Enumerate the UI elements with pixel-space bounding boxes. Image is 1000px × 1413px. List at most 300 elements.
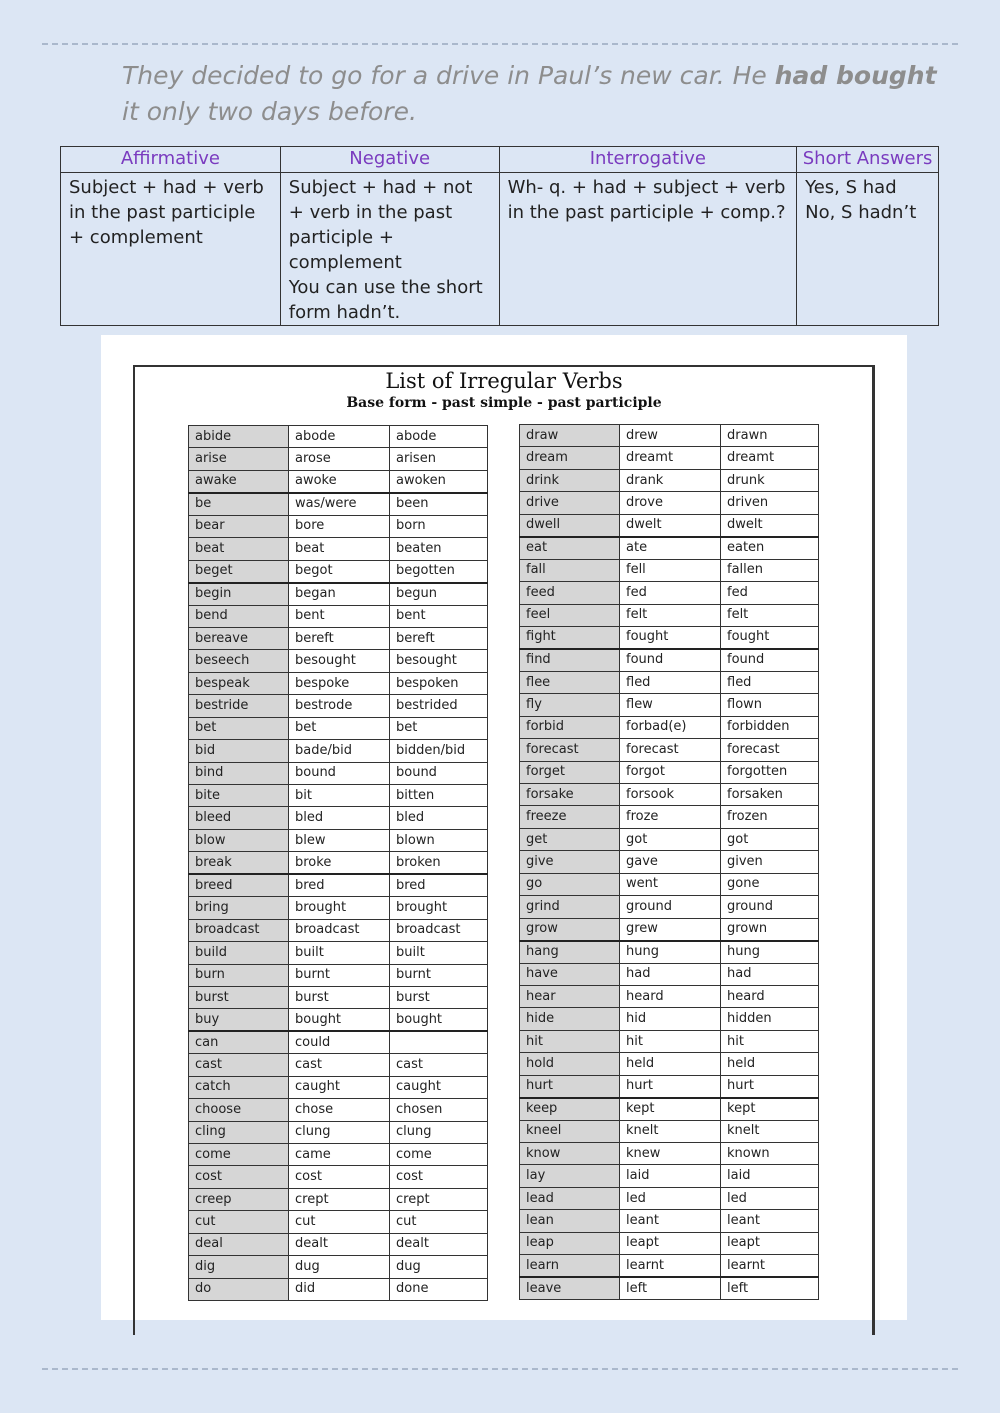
- verb-row: [520, 1165, 819, 1187]
- verb-row: [189, 874, 488, 896]
- verb-row: [189, 942, 488, 964]
- verb-row: [189, 897, 488, 919]
- irregular-verbs-scan: [101, 335, 907, 1320]
- verb-participle-cell: burst: [390, 986, 488, 1008]
- example-text-before: They decided to go for a drive in Paul’s new car. He: [122, 61, 775, 90]
- verb-base-cell: bereave: [189, 627, 289, 649]
- verb-base-cell: bend: [189, 605, 289, 627]
- verb-participle-cell: blown: [390, 829, 488, 851]
- verb-participle-cell: bespoken: [390, 672, 488, 694]
- verb-participle-cell: knelt: [721, 1120, 819, 1142]
- verb-past-cell: cut: [289, 1211, 390, 1233]
- verb-row: [189, 650, 488, 672]
- verb-base-cell: forecast: [520, 739, 620, 761]
- verb-row: [189, 829, 488, 851]
- verb-participle-cell: ground: [721, 896, 819, 918]
- verb-row: [520, 1030, 819, 1052]
- verb-base-cell: burst: [189, 986, 289, 1008]
- verb-row: [520, 761, 819, 783]
- verb-past-cell: bet: [289, 717, 390, 739]
- verb-past-cell: broke: [289, 852, 390, 874]
- verb-row: [520, 963, 819, 985]
- verb-past-cell: knelt: [620, 1120, 721, 1142]
- verb-past-cell: came: [289, 1144, 390, 1166]
- verb-table-right: [519, 424, 819, 1300]
- verb-row: [520, 582, 819, 604]
- verb-base-cell: fall: [520, 559, 620, 581]
- verb-past-cell: had: [620, 963, 721, 985]
- verb-base-cell: keep: [520, 1098, 620, 1120]
- verb-row: [189, 470, 488, 492]
- verb-past-cell: laid: [620, 1165, 721, 1187]
- verb-base-cell: dig: [189, 1256, 289, 1278]
- verb-base-cell: bind: [189, 762, 289, 784]
- verb-base-cell: bear: [189, 515, 289, 537]
- verb-participle-cell: leapt: [721, 1232, 819, 1254]
- verb-past-cell: built: [289, 942, 390, 964]
- verb-past-cell: held: [620, 1053, 721, 1075]
- verb-past-cell: could: [289, 1031, 390, 1053]
- verb-participle-cell: begun: [390, 583, 488, 605]
- verb-base-cell: can: [189, 1031, 289, 1053]
- verb-past-cell: drank: [620, 469, 721, 491]
- verb-base-cell: know: [520, 1143, 620, 1165]
- example-highlight: had bought: [774, 61, 937, 90]
- verb-past-cell: bled: [289, 807, 390, 829]
- verb-base-cell: bid: [189, 740, 289, 762]
- verb-base-cell: kneel: [520, 1120, 620, 1142]
- verb-participle-cell: led: [721, 1187, 819, 1209]
- verb-participle-cell: got: [721, 828, 819, 850]
- verb-past-cell: bent: [289, 605, 390, 627]
- verb-row: [520, 1075, 819, 1097]
- verb-base-cell: abide: [189, 426, 289, 448]
- verb-participle-cell: driven: [721, 492, 819, 514]
- verb-row: [520, 1120, 819, 1142]
- verb-row: [189, 1031, 488, 1053]
- verb-past-cell: felt: [620, 604, 721, 626]
- verb-participle-cell: arisen: [390, 448, 488, 470]
- verb-row: [189, 560, 488, 582]
- verb-base-cell: bleed: [189, 807, 289, 829]
- verb-row: [520, 1053, 819, 1075]
- verb-participle-cell: dealt: [390, 1233, 488, 1255]
- verb-past-cell: awoke: [289, 470, 390, 492]
- verb-past-cell: caught: [289, 1076, 390, 1098]
- verb-base-cell: flee: [520, 671, 620, 693]
- header-negative: Negative: [280, 147, 499, 173]
- verb-row: [520, 425, 819, 447]
- verb-past-cell: dealt: [289, 1233, 390, 1255]
- verb-row: [520, 514, 819, 536]
- verb-past-cell: learnt: [620, 1255, 721, 1277]
- verb-base-cell: draw: [520, 425, 620, 447]
- verb-base-cell: creep: [189, 1188, 289, 1210]
- verb-past-cell: fought: [620, 626, 721, 648]
- verb-row: [520, 918, 819, 940]
- verb-participle-cell: held: [721, 1053, 819, 1075]
- verb-participle-cell: drawn: [721, 425, 819, 447]
- verb-participle-cell: leant: [721, 1210, 819, 1232]
- verb-past-cell: arose: [289, 448, 390, 470]
- verb-row: [189, 515, 488, 537]
- verb-past-cell: hit: [620, 1030, 721, 1052]
- verb-row: [520, 784, 819, 806]
- verb-past-cell: heard: [620, 985, 721, 1007]
- verb-participle-cell: bidden/bid: [390, 740, 488, 762]
- interrogative-rule: Wh- q. + had + subject + verb in the past participle + comp.?: [507, 177, 786, 223]
- verb-participle-cell: frozen: [721, 806, 819, 828]
- verb-row: [189, 717, 488, 739]
- verb-participle-cell: clung: [390, 1121, 488, 1143]
- verb-participle-cell: caught: [390, 1076, 488, 1098]
- verb-row: [189, 762, 488, 784]
- verb-base-cell: hang: [520, 941, 620, 963]
- verb-row: [189, 1233, 488, 1255]
- verb-row: [520, 604, 819, 626]
- verb-past-cell: ate: [620, 537, 721, 559]
- verb-row: [189, 1278, 488, 1300]
- verb-row: [189, 740, 488, 762]
- affirmative-rule: Subject + had + verb in the past participle + complement: [69, 177, 264, 248]
- verb-participle-cell: abode: [390, 426, 488, 448]
- verb-row: [520, 492, 819, 514]
- verb-base-cell: leave: [520, 1277, 620, 1299]
- verb-past-cell: abode: [289, 426, 390, 448]
- negative-rule: Subject + had + not + verb in the past participle + complement: [288, 177, 473, 273]
- verb-row: [189, 964, 488, 986]
- verb-base-cell: give: [520, 851, 620, 873]
- verb-base-cell: broadcast: [189, 919, 289, 941]
- verb-row: [520, 873, 819, 895]
- verb-row: [189, 627, 488, 649]
- header-interrogative: Interrogative: [499, 147, 797, 173]
- verb-row: [520, 1232, 819, 1254]
- verb-past-cell: ground: [620, 896, 721, 918]
- verb-participle-cell: fed: [721, 582, 819, 604]
- verb-past-cell: hid: [620, 1008, 721, 1030]
- verb-participle-cell: bitten: [390, 785, 488, 807]
- verb-past-cell: forgot: [620, 761, 721, 783]
- verb-participle-cell: hung: [721, 941, 819, 963]
- verb-list-subtitle: Base form - past simple - past participle: [346, 395, 662, 411]
- verb-base-cell: fly: [520, 694, 620, 716]
- verb-base-cell: bestride: [189, 695, 289, 717]
- verb-base-cell: bite: [189, 785, 289, 807]
- verb-participle-cell: had: [721, 963, 819, 985]
- verb-participle-cell: laid: [721, 1165, 819, 1187]
- verb-past-cell: forbad(e): [620, 716, 721, 738]
- verb-base-cell: cling: [189, 1121, 289, 1143]
- verb-row: [189, 1009, 488, 1031]
- verb-base-cell: get: [520, 828, 620, 850]
- verb-base-cell: forget: [520, 761, 620, 783]
- bottom-dashed-divider: [42, 1368, 958, 1370]
- verb-participle-cell: forgotten: [721, 761, 819, 783]
- verb-base-cell: come: [189, 1144, 289, 1166]
- verb-participle-cell: besought: [390, 650, 488, 672]
- verb-row: [520, 626, 819, 648]
- verb-past-cell: hurt: [620, 1075, 721, 1097]
- verb-row: [189, 538, 488, 560]
- verb-row: [189, 1099, 488, 1121]
- verb-participle-cell: dug: [390, 1256, 488, 1278]
- verb-past-cell: bore: [289, 515, 390, 537]
- verb-past-cell: drove: [620, 492, 721, 514]
- verb-base-cell: grow: [520, 918, 620, 940]
- verb-base-cell: feel: [520, 604, 620, 626]
- verb-participle-cell: bought: [390, 1009, 488, 1031]
- cell-negative: [280, 173, 499, 326]
- verb-past-cell: leapt: [620, 1232, 721, 1254]
- verb-past-cell: begot: [289, 560, 390, 582]
- verb-row: [520, 806, 819, 828]
- verb-base-cell: arise: [189, 448, 289, 470]
- verb-row: [189, 1121, 488, 1143]
- verb-past-cell: left: [620, 1277, 721, 1299]
- verb-participle-cell: fallen: [721, 559, 819, 581]
- verb-past-cell: clung: [289, 1121, 390, 1143]
- verb-row: [520, 896, 819, 918]
- verb-row: [189, 1188, 488, 1210]
- verb-table-left: [188, 425, 488, 1301]
- verb-base-cell: leap: [520, 1232, 620, 1254]
- verb-base-cell: bespeak: [189, 672, 289, 694]
- verb-base-cell: be: [189, 493, 289, 515]
- verb-past-cell: beat: [289, 538, 390, 560]
- verb-past-cell: kept: [620, 1098, 721, 1120]
- verb-base-cell: burn: [189, 964, 289, 986]
- verb-participle-cell: bent: [390, 605, 488, 627]
- verb-past-cell: gave: [620, 851, 721, 873]
- verb-base-cell: cost: [189, 1166, 289, 1188]
- verb-past-cell: froze: [620, 806, 721, 828]
- verb-past-cell: grew: [620, 918, 721, 940]
- verb-base-cell: go: [520, 873, 620, 895]
- verb-base-cell: begin: [189, 583, 289, 605]
- verb-past-cell: went: [620, 873, 721, 895]
- verb-participle-cell: born: [390, 515, 488, 537]
- verb-row: [520, 671, 819, 693]
- verb-base-cell: feed: [520, 582, 620, 604]
- verb-past-cell: bought: [289, 1009, 390, 1031]
- verb-participle-cell: fought: [721, 626, 819, 648]
- verb-past-cell: crept: [289, 1188, 390, 1210]
- verb-row: [189, 785, 488, 807]
- verb-row: [520, 649, 819, 671]
- verb-base-cell: forsake: [520, 784, 620, 806]
- verb-past-cell: began: [289, 583, 390, 605]
- verb-participle-cell: burnt: [390, 964, 488, 986]
- verb-base-cell: beseech: [189, 650, 289, 672]
- verb-participle-cell: cast: [390, 1054, 488, 1076]
- verb-participle-cell: dwelt: [721, 514, 819, 536]
- verb-past-cell: fled: [620, 671, 721, 693]
- verb-participle-cell: bound: [390, 762, 488, 784]
- verb-row: [189, 807, 488, 829]
- verb-row: [189, 852, 488, 874]
- verb-participle-cell: broadcast: [390, 919, 488, 941]
- verb-base-cell: grind: [520, 896, 620, 918]
- verb-past-cell: knew: [620, 1143, 721, 1165]
- verb-row: [520, 537, 819, 559]
- top-dashed-divider: [42, 43, 958, 45]
- verb-row: [189, 448, 488, 470]
- verb-list-title: List of Irregular Verbs: [385, 369, 623, 393]
- verb-base-cell: break: [189, 852, 289, 874]
- verb-row: [520, 1210, 819, 1232]
- verb-row: [189, 1144, 488, 1166]
- verb-participle-cell: gone: [721, 873, 819, 895]
- negative-note: You can use the short form hadn’t.: [288, 277, 483, 323]
- verb-row: [189, 1054, 488, 1076]
- verb-past-cell: forecast: [620, 739, 721, 761]
- verb-base-cell: bring: [189, 897, 289, 919]
- verb-base-cell: dream: [520, 447, 620, 469]
- verb-base-cell: have: [520, 963, 620, 985]
- verb-base-cell: dwell: [520, 514, 620, 536]
- verb-past-cell: bred: [289, 874, 390, 896]
- verb-base-cell: fight: [520, 626, 620, 648]
- verb-past-cell: dwelt: [620, 514, 721, 536]
- verb-participle-cell: chosen: [390, 1099, 488, 1121]
- verb-participle-cell: fled: [721, 671, 819, 693]
- header-short-answers: Short Answers: [797, 147, 939, 173]
- verb-row: [520, 941, 819, 963]
- verb-row: [189, 493, 488, 515]
- verb-participle-cell: found: [721, 649, 819, 671]
- verb-base-cell: lead: [520, 1187, 620, 1209]
- verb-past-cell: cost: [289, 1166, 390, 1188]
- verb-past-cell: dreamt: [620, 447, 721, 469]
- verb-row: [520, 1098, 819, 1120]
- verb-row: [189, 583, 488, 605]
- verb-participle-cell: brought: [390, 897, 488, 919]
- verb-past-cell: fed: [620, 582, 721, 604]
- verb-row: [520, 447, 819, 469]
- verb-row: [189, 1256, 488, 1278]
- verb-row: [189, 426, 488, 448]
- example-text-after: it only two days before.: [122, 97, 417, 126]
- verb-participle-cell: learnt: [721, 1255, 819, 1277]
- verb-base-cell: choose: [189, 1099, 289, 1121]
- verb-row: [520, 469, 819, 491]
- verb-base-cell: catch: [189, 1076, 289, 1098]
- verb-base-cell: hear: [520, 985, 620, 1007]
- verb-base-cell: hit: [520, 1030, 620, 1052]
- verb-past-cell: bereft: [289, 627, 390, 649]
- verb-row: [189, 986, 488, 1008]
- verb-participle-cell: forecast: [721, 739, 819, 761]
- verb-past-cell: brought: [289, 897, 390, 919]
- verb-base-cell: hurt: [520, 1075, 620, 1097]
- verb-participle-cell: drunk: [721, 469, 819, 491]
- verb-base-cell: cut: [189, 1211, 289, 1233]
- verb-participle-cell: built: [390, 942, 488, 964]
- verb-past-cell: leant: [620, 1210, 721, 1232]
- verb-base-cell: beat: [189, 538, 289, 560]
- verb-participle-cell: been: [390, 493, 488, 515]
- verb-base-cell: drink: [520, 469, 620, 491]
- verb-past-cell: bade/bid: [289, 740, 390, 762]
- verb-participle-cell: grown: [721, 918, 819, 940]
- verb-participle-cell: hurt: [721, 1075, 819, 1097]
- verb-participle-cell: hit: [721, 1030, 819, 1052]
- verb-participle-cell: come: [390, 1144, 488, 1166]
- verb-row: [189, 919, 488, 941]
- verb-row: [520, 559, 819, 581]
- verb-participle-cell: hidden: [721, 1008, 819, 1030]
- verb-base-cell: eat: [520, 537, 620, 559]
- verb-base-cell: lay: [520, 1165, 620, 1187]
- verb-base-cell: deal: [189, 1233, 289, 1255]
- verb-participle-cell: bet: [390, 717, 488, 739]
- verb-row: [520, 1187, 819, 1209]
- verb-participle-cell: dreamt: [721, 447, 819, 469]
- verb-base-cell: blow: [189, 829, 289, 851]
- example-sentence: [122, 58, 942, 130]
- verb-participle-cell: forbidden: [721, 716, 819, 738]
- verb-row: [520, 1143, 819, 1165]
- short-answer-no: No, S hadn’t: [805, 202, 917, 223]
- verb-row: [189, 1166, 488, 1188]
- verb-base-cell: hold: [520, 1053, 620, 1075]
- verb-row: [189, 695, 488, 717]
- verb-base-cell: bet: [189, 717, 289, 739]
- verb-participle-cell: broken: [390, 852, 488, 874]
- verb-past-cell: burst: [289, 986, 390, 1008]
- cell-short-answers: [797, 173, 939, 326]
- verb-participle-cell: given: [721, 851, 819, 873]
- short-answer-yes: Yes, S had: [805, 177, 897, 198]
- verb-base-cell: build: [189, 942, 289, 964]
- verb-participle-cell: bled: [390, 807, 488, 829]
- verb-past-cell: drew: [620, 425, 721, 447]
- verb-base-cell: do: [189, 1278, 289, 1300]
- header-affirmative: Affirmative: [61, 147, 281, 173]
- verb-past-cell: broadcast: [289, 919, 390, 941]
- verb-participle-cell: bereft: [390, 627, 488, 649]
- verb-participle-cell: crept: [390, 1188, 488, 1210]
- verb-past-cell: burnt: [289, 964, 390, 986]
- verb-base-cell: cast: [189, 1054, 289, 1076]
- verb-past-cell: bestrode: [289, 695, 390, 717]
- verb-participle-cell: flown: [721, 694, 819, 716]
- verb-participle-cell: bestrided: [390, 695, 488, 717]
- verb-participle-cell: kept: [721, 1098, 819, 1120]
- verb-past-cell: flew: [620, 694, 721, 716]
- verb-past-cell: was/were: [289, 493, 390, 515]
- verb-row: [189, 1211, 488, 1233]
- verb-participle-cell: bred: [390, 874, 488, 896]
- verb-row: [520, 851, 819, 873]
- verb-base-cell: buy: [189, 1009, 289, 1031]
- verb-row: [520, 1277, 819, 1299]
- verb-row: [189, 1076, 488, 1098]
- verb-row: [520, 1008, 819, 1030]
- cell-interrogative: [499, 173, 797, 326]
- verb-participle-cell: eaten: [721, 537, 819, 559]
- verb-base-cell: beget: [189, 560, 289, 582]
- verb-participle-cell: felt: [721, 604, 819, 626]
- verb-past-cell: dug: [289, 1256, 390, 1278]
- verb-participle-cell: begotten: [390, 560, 488, 582]
- verb-base-cell: freeze: [520, 806, 620, 828]
- verb-participle-cell: done: [390, 1278, 488, 1300]
- verb-participle-cell: left: [721, 1277, 819, 1299]
- verb-past-cell: hung: [620, 941, 721, 963]
- verb-base-cell: forbid: [520, 716, 620, 738]
